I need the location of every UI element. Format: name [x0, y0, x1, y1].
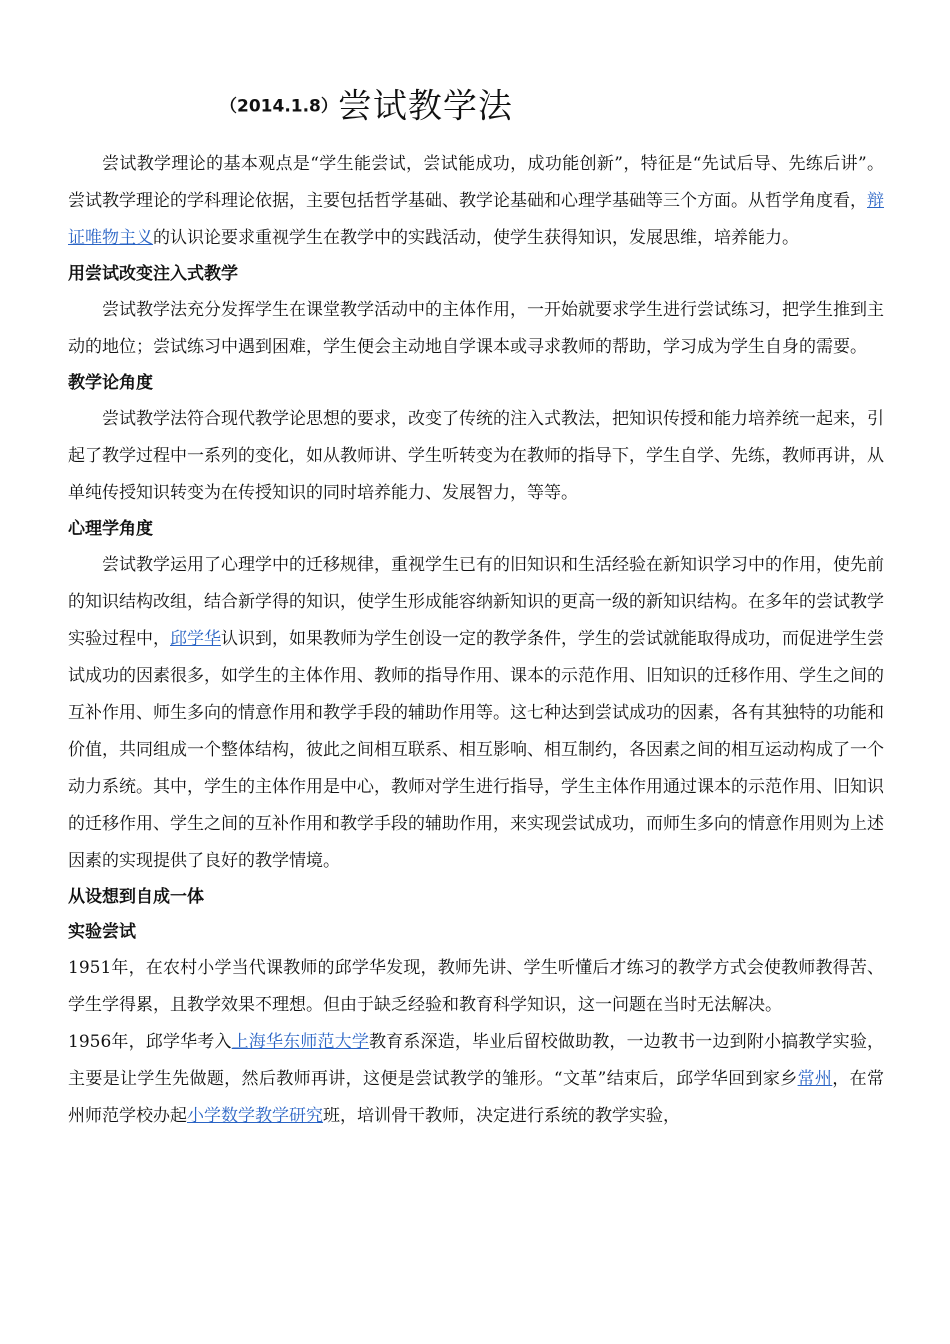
section-heading-pedagogy: 教学论角度	[68, 373, 153, 393]
intro-text-b: 的认识论要求重视学生在教学中的实践活动，使学生获得知识，发展思维，培养能力。	[153, 228, 799, 248]
link-math-research[interactable]: 小学数学教学研究	[187, 1106, 323, 1126]
title-date: （2014.1.8）	[220, 96, 338, 117]
exp-text-a: 1956年，邱学华考入	[68, 1032, 232, 1052]
exp-text-b: 教育系深造，毕业后留校做助教，一边教书一边到附小搞教学实验，主要是让学生先做题，然后教师再讲，这便是尝试教学的雏形。“文革”结束后，邱学华回到家乡	[68, 1032, 884, 1089]
link-ecnu[interactable]: 上海华东师范大学	[231, 1032, 370, 1052]
psychology-text-b: 认识到，如果教师为学生创设一定的教学条件，学生的尝试就能取得成功，而促进学生尝试成功的因素很多，如学生的主体作用、教师的指导作用、课本的示范作用、旧知识的迁移作用、学生之间的互补作用、师生多向的情意作用和教学手段的辅助作用等。这七种达到尝试成功的因素，各有其独特的功能和价值，共同组成一个整体结构，彼此之间相互联系、相互影响、相互制约，各因素之间的相互运动构成了一个动力系统。其中，学生的主体作用是中心，教师对学生进行指导，学生主体作用通过课本的示范作用、旧知识的迁移作用、学生之间的互补作用和教学手段的辅助作用，来实现尝试成功，而师生多向的情意作用则为上述因素的实现提供了良好的教学情境。	[68, 629, 884, 871]
intro-paragraph	[68, 146, 884, 257]
section-heading-injection: 用尝试改变注入式教学	[68, 264, 238, 284]
page-title	[220, 78, 884, 134]
exp-text-d: 班，培训骨干教师，决定进行系统的教学实验，	[323, 1106, 680, 1126]
subsection-heading-experiment: 实验尝试	[68, 922, 136, 942]
section-heading-psychology: 心理学角度	[68, 519, 153, 539]
link-qiu-xuehua[interactable]: 邱学华	[170, 629, 221, 649]
psychology-text-a: 尝试教学运用了心理学中的迁移规律，重视学生已有的旧知识和生活经验在新知识学习中的作用，使先前的知识结构改组，结合新学得的知识，使学生形成能容纳新知识的更高一级的新知识结构。在多年的尝试教学实验过程中，	[68, 555, 884, 649]
section-body-pedagogy: 尝试教学法符合现代教学论思想的要求，改变了传统的注入式教法，把知识传授和能力培养统一起来，引起了教学过程中一系列的变化，如从教师讲、学生听转变为在教师的指导下，学生自学、先练，教师再讲，从单纯传授知识转变为在传授知识的同时培养能力、发展智力，等等。	[68, 409, 884, 503]
experiment-paragraph-1956	[68, 1024, 884, 1135]
intro-text-a: 尝试教学理论的基本观点是“学生能尝试，尝试能成功，成功能创新”，特征是“先试后导、先练后讲”。尝试教学理论的学科理论依据，主要包括哲学基础、教学论基础和心理学基础等三个方面。从哲学角度看，	[68, 154, 884, 211]
section-body-psychology	[68, 547, 884, 880]
section-heading-development: 从设想到自成一体	[68, 887, 204, 907]
section-body-injection: 尝试教学法充分发挥学生在课堂教学活动中的主体作用，一开始就要求学生进行尝试练习，把学生推到主动的地位；尝试练习中遇到困难，学生便会主动地自学课本或寻求教师的帮助，学习成为学生自身的需要。	[68, 300, 884, 357]
title-main: 尝试教学法	[337, 86, 513, 127]
link-changzhou[interactable]: 常州	[797, 1069, 833, 1089]
exp-text-c: ，在常州师范学校办起	[68, 1069, 885, 1126]
link-dialectical-materialism[interactable]: 辩证唯物主义	[68, 191, 884, 248]
experiment-paragraph-1951: 1951年，在农村小学当代课教师的邱学华发现，教师先讲、学生听懂后才练习的教学方式会使教师教得苦、学生学得累，且教学效果不理想。但由于缺乏经验和教育科学知识，这一问题在当时无法解决。	[68, 958, 884, 1015]
